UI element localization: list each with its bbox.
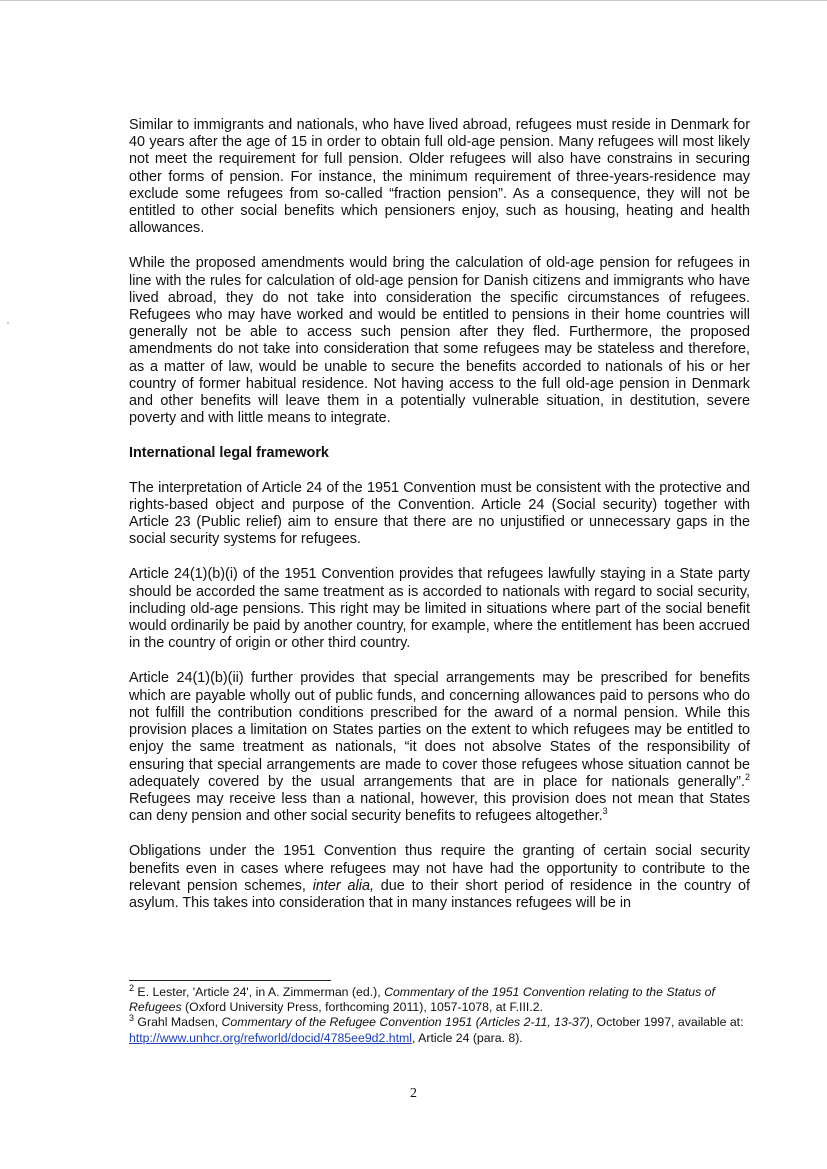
footnote-text: (Oxford University Press, forthcoming 2011), 1057-1078, at F.III.2.	[181, 1000, 543, 1015]
paragraph-text: Refugees may receive less than a national, however, this provision does not mean that States can deny pension and other social security benefits to refugees altogether.	[129, 790, 750, 825]
footnote-2	[129, 982, 750, 1015]
footnote-number: 2	[129, 982, 135, 993]
footnote-number: 3	[129, 1013, 135, 1024]
paragraph: The interpretation of Article 24 of the 1951 Convention must be consistent with the protective and rights-based object and purpose of the Convention. Article 24 (Social security) together with Article 23 (Public relief) aim to ensure that there are no unjustified or unnecessary gaps in the social security systems for refugees.	[129, 479, 750, 548]
footnote-text: , Article 24 (para. 8).	[412, 1030, 523, 1045]
paragraph	[129, 843, 750, 912]
paragraph: While the proposed amendments would bring the calculation of old-age pension for refugees in line with the rules for calculation of old-age pension for Danish citizens and immigrants who have lived abroad, they do not take into consideration the specific circumstances of refugees. Refugees who may have worked and would be entitled to pensions in their home countries will generally not be able to access such pension after they fled. Furthermore, the proposed amendments do not take into consideration that some refugees may be stateless and therefore, as a matter of law, would be unable to secure the benefits accorded to nationals of his or her country of former habitual residence. Not having access to the full old-age pension in Denmark and other benefits will leave them in a potentially vulnerable situation, in destitution, severe poverty and with little means to integrate.	[129, 255, 750, 427]
document-body	[129, 117, 750, 930]
footnotes	[129, 982, 750, 1046]
footnote-ref-3: 3	[602, 806, 608, 817]
italic-text: inter alia,	[312, 877, 374, 894]
paragraph-text: Article 24(1)(b)(ii) further provides that special arrangements may be prescribed for benefits which are payable wholly out of public funds, and concerning allowances paid to persons who do not fulfill the contribution conditions prescribed for the award of a normal pension. While this provision places a limitation on States parties on the extent to which refugees may be entitled to enjoy the same treatment as nationals, “it does not absolve States of the responsibility of ensuring that special arrangements are made to cover those refugees whose situation cannot be adequately covered by the usual arrangements that are in place for nationals generally”.	[129, 670, 750, 790]
section-heading: International legal framework	[129, 445, 329, 462]
paragraph-text: due to their short period of residence in the country of asylum. This takes into consideration that in many instances refugees will be in	[129, 877, 750, 911]
footnote-text: , October 1997, available at:	[589, 1015, 744, 1030]
footnote-title: Commentary of the 1951 Convention relating to the Status of Refugees	[129, 985, 715, 1015]
page-number: 2	[410, 1086, 417, 1101]
footnote-text: Grahl Madsen,	[134, 1015, 222, 1030]
page-top-edge	[0, 0, 827, 1]
paragraph: Article 24(1)(b)(i) of the 1951 Convention provides that refugees lawfully staying in a State party should be accorded the same treatment as is accorded to nationals with regard to social security, including old-age pensions. This right may be limited in situations where part of the social benefit would ordinarily be paid by another country, for example, where the entitlement has been accrued in the country of origin or other third country.	[129, 566, 750, 652]
paragraph	[129, 670, 750, 825]
footnote-3	[129, 1015, 750, 1045]
footnote-text: E. Lester, 'Article 24', in A. Zimmerman (ed.),	[134, 985, 385, 999]
scan-artifact	[7, 322, 9, 324]
footnote-separator	[129, 980, 331, 981]
paragraph-text: Obligations under the 1951 Convention thus require the granting of certain social security benefits even in cases where refugees may not have had the opportunity to contribute to the relevant pension schemes,	[129, 843, 750, 894]
paragraph: Similar to immigrants and nationals, who have lived abroad, refugees must reside in Denmark for 40 years after the age of 15 in order to obtain full old-age pension. Many refugees will most likely not meet the requirement for full pension. Older refugees will also have constrains in securing other forms of pension. For instance, the minimum requirement of three-years-residence may exclude some refugees from so-called “fraction pension”. As a consequence, they will not be entitled to other social benefits which pensioners enjoy, such as housing, heating and health allowances.	[129, 117, 750, 237]
refworld-link[interactable]: http://www.unhcr.org/refworld/docid/4785ee9d2.html	[129, 1030, 412, 1045]
footnote-title: Commentary of the Refugee Convention 1951 (Articles 2-11, 13-37)	[221, 1015, 590, 1030]
footnote-ref-2: 2	[744, 771, 750, 782]
